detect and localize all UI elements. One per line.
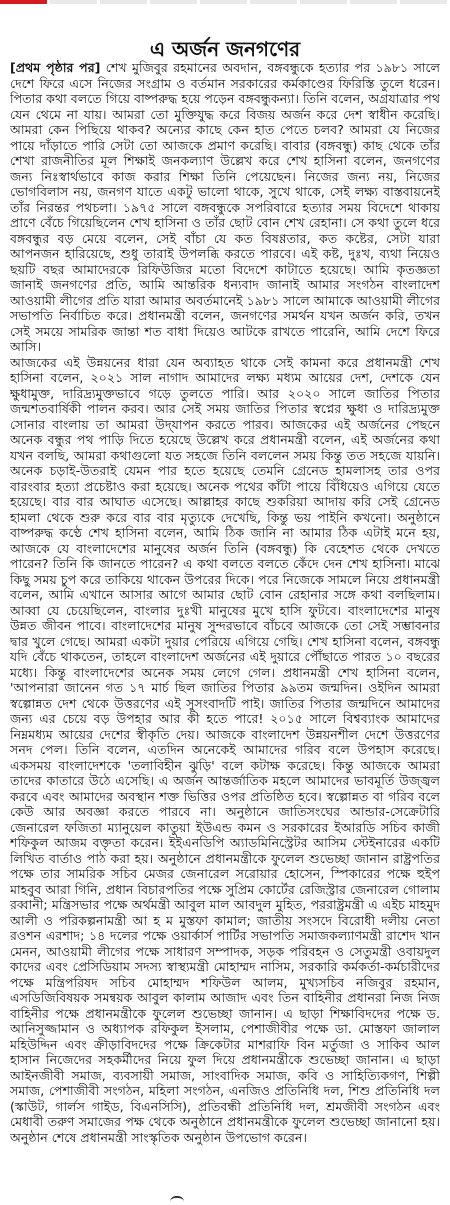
article-body xyxy=(10,60,440,1195)
article-paragraph: আজকের এই উন্নয়নের ধারা যেন অব্যাহত থাকে সেই কামনা করে প্রধানমন্ত্রী শেখ হাসিনা বলেন, ২০২১ সাল নাগাদ আমাদের লক্ষ্য মধ্যম আয়ের দেশ, দেশকে যেন ক্ষুধামুক্ত, দারিদ্র্যমুক্তভাবে গড়ে তুলতে পারি। আর ২০২০ সালে জাতির পিতার জন্মশতবার্ষিকী পালন করব। আর সেই সময় জাতির পিতার স্বপ্নের ক্ষুধা ও দারিদ্র্যমুক্ত সোনার বাংলায় তা আমরা উদ্‌যাপন করতে পারব। আজকের এই অর্জনের পেছনে অনেক বন্ধুর পথ পাড়ি দিতে হয়েছে উল্লেখ করে প্রধানমন্ত্রী বলেন, এই অর্জনের কথা যখন বলছি, আমরা কথাগুলো যত সহজে তিনি বললেন সময় কিন্তু তত সহজে যায়নি। অনেক চড়াই-উতরাই যেমন পার হতে হয়েছে তেমনি গ্রেনেড হামলাসহ তার ওপর বারংবার হত্যা প্রচেষ্টাও করা হয়েছে। অনেক পথের কাঁটা পায়ে বিঁধিয়েও এগিয়ে যেতে হয়েছে। বার বার আঘাত এসেছে। আল্লাহর কাছে শুকরিয়া আদায় করি সেই গ্রেনেড হামলা থেকে শুরু করে বার বার মৃত্যুকে দেখেছি, কিন্তু ভয় পাইনি কখনো। অনুষ্ঠানে বাষ্পরুদ্ধ কণ্ঠে শেখ হাসিনা বলেন, আমি ঠিক জানি না আমার ঠিক এটাই মনে হয়, আজকে যে বাংলাদেশের মানুষের অর্জন তিনি (বঙ্গবন্ধু) কি বেহেশত থেকে দেখতে পারেন? তিনি কি জানতে পারেন? এ কথা বলতে বলতে কেঁদে দেন শেখ হাসিনা। মাঝে কিছু সময় চুপ করে তাকিয়ে থাকেন উপরের দিকে। পরে নিজেকে সামলে নিয়ে প্রধানমন্ত্রী বলেন, আমি এখানে আসার আগে আমার ছোট বোন রেহানার সঙ্গে কথা বলছিলাম। আব্বা যে চেয়েছিলেন, বাংলার দুঃখী মানুষের মুখে হাসি ফুটবে। বাংলাদেশের মানুষ উন্নত জীবন পাবে। বাংলাদেশের মানুষ সুন্দরভাবে বাঁচবে আজকে তো সেই সম্ভাবনার দ্বার খুলে গেছে। আমরা একটা দুয়ার পেরিয়ে এগিয়ে গেছি। শেখ হাসিনা বলেন, বঙ্গবন্ধু যদি বেঁচে থাকতেন, তাহলে বাংলাদেশ অর্জনের এই দুয়ারে পৌঁছাতে পারত ১০ বছরের মধ্যে। কিন্তু বাংলাদেশের অনেক সময় লেগে গেল। প্রধানমন্ত্রী শেখ হাসিনা বলেন, 'আপনারা জানেন গত ১৭ মার্চ ছিল জাতির পিতার ৯৯তম জন্মদিন। ওইদিন আমরা স্বল্পোন্নত দেশ থেকে উত্তরণের এই সুসংবাদটি পাই। জাতির পিতার জন্মদিনে আমাদের জন্য এর চেয়ে বড় উপহার আর কী হতে পারে! ২০১৫ সালে বিশ্বব্যাংক আমাদের নিম্নমধ্যম আয়ের দেশের স্বীকৃতি দেয়। আজকে বাংলাদেশ উন্নয়নশীল দেশে উত্তরণের সনদ পেল। তিনি বলেন, এতদিন অনেকেই আমাদের গরিব বলে উপহাস করেছে। একসময় বাংলাদেশকে 'তলাবিহীন ঝুড়ি' বলে কটাক্ষ করেছে। কিন্তু আজকে আমরা তাদের কাতারে উঠে এসেছি। এ অর্জন আন্তর্জাতিক মহলে আমাদের ভাবমূর্তি উজ্জ্বল করবে এবং আমাদের অবস্থান শক্ত ভিত্তির ওপর প্রতিষ্ঠিত হবে। স্বল্পোন্নত বা গরিব বলে কেউ আর অবজ্ঞা করতে পারবে না। অনুষ্ঠানে জাতিসংঘের আন্ডার-সেক্রেটারি জেনারেল ফজিতা ম্যানুয়েল কাতুয়া ইউএন্ড কমন ও সরকারের ইআরডি সচিব কাজী শফিকুল আজম বক্তৃতা করেন। ইইএনডিপি অ্যাডমিনিস্ট্রেটর আসিম স্টেইনারের একটি লিখিত বার্তাও পাঠ করা হয়। অনুষ্ঠানে প্রধানমন্ত্রীকে ফুলেল শুভেচ্ছা জানান রাষ্ট্রপতির পক্ষে তার সামরিক সচিব মেজর জেনারেল সরোয়ার হোসেন, স্পিকারের পক্ষে হুইপ মাহবুব আরা গিনি, প্রধান বিচারপতির পক্ষে সুপ্রিম কোর্টের রেজিস্ট্রার জেনারেল গোলাম রব্বানী; মন্ত্রিসভার পক্ষে অর্থমন্ত্রী আবুল মাল আবদুল মুহিত, পররাষ্ট্রমন্ত্রী এ এইচ মাহমুদ আলী ও পরিকল্পনামন্ত্রী আ হ ম মুস্তফা কামাল; জাতীয় সংসদে বিরোধী দলীয় নেতা রওশন এরশাদ; ১৪ দলের পক্ষে ওয়ার্কার্স পার্টির সভাপতি সমাজকল্যাণমন্ত্রী রাশেদ খান মেনন, আওয়ামী লীগের পক্ষে সাধারণ সম্পাদক, সড়ক পরিবহন ও সেতুমন্ত্রী ওবায়দুল কাদের এবং প্রেসিডিয়াম সদস্য স্বাস্থ্যমন্ত্রী মোহাম্মদ নাসিম, সরকারি কর্মকর্তা-কর্মচারীদের পক্ষে মন্ত্রিপরিষদ সচিব মোহাম্মদ শফিউল আলম, মুখ্যসচিব নজিবুর রহমান, এসডিজিবিষয়ক সমন্বয়ক আবুল কালাম আজাদ এবং তিন বাহিনীর প্রধানরা নিজ নিজ বাহিনীর পক্ষে প্রধানমন্ত্রীকে ফুলেল শুভেচ্ছা জানান। এ ছাড়া শিক্ষাবিদদের পক্ষে ড. আনিসুজ্জামান ও অধ্যাপক রফিকুল ইসলাম, পেশাজীবীর পক্ষে ডা. মোস্তফা জালাল মহিউদ্দিন এবং ক্রীড়াবিদদের পক্ষে ক্রিকেটার মাশরাফি বিন মর্তুজা ও সাকিব আল হাসান নিজেদের সহকর্মীদের নিয়ে ফুল দিয়ে প্রধানমন্ত্রীকে শুভেচ্ছা জানান। এ ছাড়া আইনজীবী সমাজ, ব্যবসায়ী সমাজ, সাংবাদিক সমাজ, কবি ও সাহিত্যিকগণ, শিল্পী সমাজ, পেশাজীবী সংগঠন, মহিলা সংগঠন, এনজিও প্রতিনিধি দল, শিশু প্রতিনিধি দল (স্কাউট, গার্লস গাইড, বিএনসিসি), প্রতিবন্ধী প্রতিনিধি দল, শ্রমজীবী সংগঠন এবং মেধাবী তরুণ সমাজের পক্ষ থেকে অনুষ্ঠানে প্রধানমন্ত্রীকে ফুলেল শুভেচ্ছা জানানো হয়। অনুষ্ঠান শেষে প্রধানমন্ত্রী সাংস্কৃতিক অনুষ্ঠান উপভোগ করেন। xyxy=(10,354,440,1145)
top-rule-segment xyxy=(250,0,300,4)
page-continuation-mark xyxy=(170,1196,184,1205)
top-rule-segment xyxy=(300,0,350,4)
article-paragraph xyxy=(10,60,440,355)
top-rule-segment xyxy=(350,0,400,4)
top-rule-segment xyxy=(0,0,50,4)
top-rule-segment xyxy=(100,0,150,4)
top-rule-segment xyxy=(400,0,450,4)
article-headline: এ অর্জন জনগণের xyxy=(149,37,301,62)
page-top-rule xyxy=(0,0,450,8)
top-rule-segment xyxy=(50,0,100,4)
top-rule-segment xyxy=(150,0,200,4)
top-rule-segment xyxy=(200,0,250,4)
paragraph-text: শেখ মুজিবুর রহমানের অবদান, বঙ্গবন্ধুকে হত্যার পর ১৯৮১ সালে দেশে ফিরে এসে নিজের সংগ্রাম ও বর্তমান সরকারের কর্মকাণ্ডের ফিরিস্তি তুলে ধরেন। পিতার কথা বলতে গিয়ে বাষ্পরুদ্ধ হয়ে পড়েন বঙ্গবন্ধুকন্যা। তিনি বলেন, অগ্রযাত্রার পথ যেন থেমে না যায়। আমরা তো মুক্তিযুদ্ধ করে বিজয় অর্জন করে দেশ স্বাধীন করেছি। আমরা কেন পিছিয়ে থাকব? অন্যের কাছে কেন হাত পেতে চলব? আমরা যে নিজের পায়ে দাঁড়াতে পারি সেটা তো আজকে প্রমাণ করেছি। বাবার (বঙ্গবন্ধু) কাছ থেকে তাঁর শেখা রাজনীতির মূল শিক্ষাই জনকল্যাণ উল্লেখ করে শেখ হাসিনা বলেন, জনগণের জন্য নিঃস্বার্থভাবে কাজ করার শিক্ষা তিনি পেয়েছেন। নিজের জন্য নয়, নিজের ভোগবিলাস নয়, জনগণ যাতে একটু ভালো থাকে, সুখে থাকে, সেই লক্ষ্য বাস্তবায়নেই তাঁর নিরন্তর পথচলা। ১৯৭৫ সালে বঙ্গবন্ধুকে সপরিবারে হত্যার সময় বিদেশে থাকায় প্রাণে বেঁচে গিয়েছিলেন শেখ হাসিনা ও তাঁর ছোট বোন শেখ রেহানা। সে কথা তুলে ধরে বঙ্গবন্ধুর বড় মেয়ে বলেন, সেই বাঁচা যে কত বিষণ্ণতার, কত কষ্টের, সেটা যারা আপনজন হারিয়েছে, শুধু তারাই উপলব্ধি করতে পারবে। এই কষ্ট, দুঃখ, ব্যথা নিয়েও ছয়টি বছর আমাদেরকে রিফিউজির মতো বিদেশে কাটাতে হয়েছে। আমি কৃতজ্ঞতা জানাই জনগণের প্রতি, আমি আন্তরিক ধন্যবাদ জানাই আমার সংগঠন বাংলাদেশ আওয়ামী লীগের প্রতি যারা আমার অবর্তমানেই ১৯৮১ সালে আমাকে আওয়ামী লীগের সভাপতি নির্বাচিত করে। প্রধানমন্ত্রী বলেন, জনগণের সমর্থন যখন অর্জন করি, তখন সেই সময়ে সামরিক জান্তা শত বাধা দিয়েও আটকে রাখতে পারেনি, আমি দেশে ফিরে আসি। xyxy=(10,60,440,354)
continuation-dateline: [প্রথম পৃষ্ঠার পর] xyxy=(10,60,101,75)
